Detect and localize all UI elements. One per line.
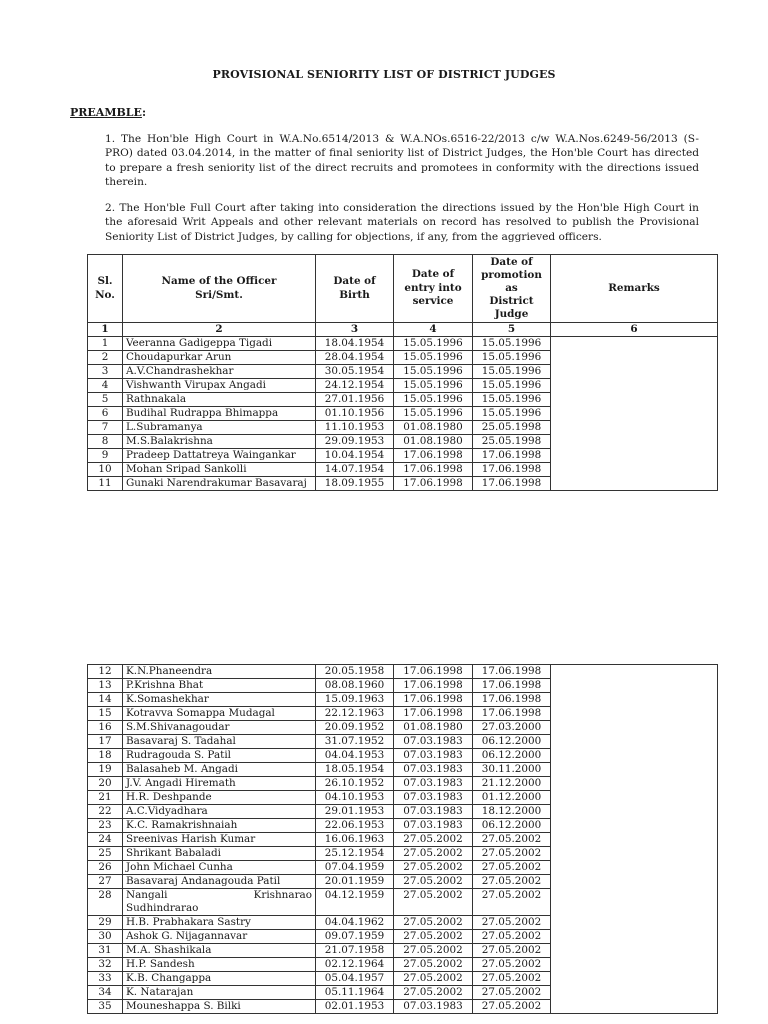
date-of-birth-cell: 24.12.1954 <box>316 379 394 393</box>
sl-no-cell: 28 <box>88 889 123 916</box>
column-number: 3 <box>316 323 394 337</box>
officer-name-cell: Veeranna Gadigeppa Tigadi <box>123 337 316 351</box>
officer-name-cell: K.C. Ramakrishnaiah <box>123 819 316 833</box>
column-number: 5 <box>473 323 551 337</box>
sl-no-cell: 32 <box>88 958 123 972</box>
date-of-entry-cell: 07.03.1983 <box>394 805 473 819</box>
column-number: 2 <box>123 323 316 337</box>
date-of-promotion-cell: 27.05.2002 <box>473 889 551 916</box>
date-of-entry-cell: 07.03.1983 <box>394 735 473 749</box>
officer-name-cell: K.B. Changappa <box>123 972 316 986</box>
date-of-birth-cell: 05.11.1964 <box>316 986 394 1000</box>
date-of-birth-cell: 10.04.1954 <box>316 449 394 463</box>
date-of-birth-cell: 04.04.1953 <box>316 749 394 763</box>
table-header-row <box>88 255 718 323</box>
date-of-promotion-cell: 06.12.2000 <box>473 819 551 833</box>
date-of-promotion-cell: 27.05.2002 <box>473 958 551 972</box>
date-of-promotion-cell: 17.06.1998 <box>473 707 551 721</box>
column-number-row <box>88 323 718 337</box>
preamble-colon: : <box>141 106 146 119</box>
date-of-promotion-cell: 27.05.2002 <box>473 972 551 986</box>
officer-name-cell: L.Subramanya <box>123 421 316 435</box>
officer-name-cell: Rathnakala <box>123 393 316 407</box>
preamble-paragraph-1: 1. The Hon'ble High Court in W.A.No.6514/2013 & W.A.NOs.6516-22/2013 c/w W.A.Nos.6249-56/2013 (S-PRO) dated 03.04.2014, in the matter of final seniority list of District Judges, the Hon'ble Court has directed to prepare a fresh seniority list of the direct recruits and promotees in conformity with the directions issued therein. <box>105 133 699 188</box>
sl-no-cell: 25 <box>88 847 123 861</box>
date-of-promotion-cell: 27.05.2002 <box>473 930 551 944</box>
preamble-label: PREAMBLE <box>70 106 142 119</box>
date-of-entry-cell: 27.05.2002 <box>394 972 473 986</box>
seniority-table-page-2 <box>87 664 718 1014</box>
date-of-entry-cell: 27.05.2002 <box>394 861 473 875</box>
date-of-birth-cell: 02.12.1964 <box>316 958 394 972</box>
date-of-promotion-cell: 06.12.2000 <box>473 735 551 749</box>
date-of-entry-cell: 15.05.1996 <box>394 365 473 379</box>
date-of-entry-cell: 07.03.1983 <box>394 749 473 763</box>
date-of-entry-cell: 17.06.1998 <box>394 665 473 679</box>
sl-no-cell: 26 <box>88 861 123 875</box>
officer-name-cell: Rudragouda S. Patil <box>123 749 316 763</box>
column-number: 4 <box>394 323 473 337</box>
sl-no-cell: 6 <box>88 407 123 421</box>
officer-name-cell: Mohan Sripad Sankolli <box>123 463 316 477</box>
date-of-entry-cell: 27.05.2002 <box>394 958 473 972</box>
date-of-promotion-cell: 27.05.2002 <box>473 916 551 930</box>
date-of-birth-cell: 09.07.1959 <box>316 930 394 944</box>
officer-name-cell: P.Krishna Bhat <box>123 679 316 693</box>
header-sl-no: Sl. No. <box>88 255 123 323</box>
date-of-birth-cell: 16.06.1963 <box>316 833 394 847</box>
date-of-entry-cell: 15.05.1996 <box>394 351 473 365</box>
date-of-birth-cell: 26.10.1952 <box>316 777 394 791</box>
sl-no-cell: 20 <box>88 777 123 791</box>
date-of-promotion-cell: 15.05.1996 <box>473 365 551 379</box>
header-date-of-entry: Date of entry into service <box>394 255 473 323</box>
column-number: 6 <box>551 323 718 337</box>
date-of-entry-cell: 15.05.1996 <box>394 337 473 351</box>
officer-name-cell: Gunaki Narendrakumar Basavaraj <box>123 477 316 491</box>
date-of-promotion-cell: 17.06.1998 <box>473 449 551 463</box>
preamble-heading <box>70 106 146 119</box>
date-of-birth-cell: 29.09.1953 <box>316 435 394 449</box>
date-of-promotion-cell: 25.05.1998 <box>473 435 551 449</box>
officer-name-cell: M.A. Shashikala <box>123 944 316 958</box>
date-of-entry-cell: 07.03.1983 <box>394 777 473 791</box>
header-officer-name: Name of the Officer Sri/Smt. <box>123 255 316 323</box>
date-of-birth-cell: 31.07.1952 <box>316 735 394 749</box>
date-of-entry-cell: 15.05.1996 <box>394 379 473 393</box>
date-of-promotion-cell: 06.12.2000 <box>473 749 551 763</box>
sl-no-cell: 7 <box>88 421 123 435</box>
officer-name-cell: A.V.Chandrashekhar <box>123 365 316 379</box>
sl-no-cell: 34 <box>88 986 123 1000</box>
date-of-promotion-cell: 27.05.2002 <box>473 847 551 861</box>
date-of-birth-cell: 01.10.1956 <box>316 407 394 421</box>
date-of-birth-cell: 04.12.1959 <box>316 889 394 916</box>
date-of-entry-cell: 27.05.2002 <box>394 889 473 916</box>
officer-name-cell: Vishwanth Virupax Angadi <box>123 379 316 393</box>
sl-no-cell: 17 <box>88 735 123 749</box>
sl-no-cell: 21 <box>88 791 123 805</box>
date-of-birth-cell: 30.05.1954 <box>316 365 394 379</box>
date-of-entry-cell: 01.08.1980 <box>394 435 473 449</box>
sl-no-cell: 15 <box>88 707 123 721</box>
sl-no-cell: 5 <box>88 393 123 407</box>
sl-no-cell: 3 <box>88 365 123 379</box>
date-of-birth-cell: 05.04.1957 <box>316 972 394 986</box>
officer-name-cell: Choudapurkar Arun <box>123 351 316 365</box>
date-of-entry-cell: 17.06.1998 <box>394 477 473 491</box>
sl-no-cell: 4 <box>88 379 123 393</box>
table-row <box>88 337 718 351</box>
officer-name-cell: Shrikant Babaladi <box>123 847 316 861</box>
sl-no-cell: 18 <box>88 749 123 763</box>
officer-name-cell: Mouneshappa S. Bilki <box>123 1000 316 1014</box>
date-of-birth-cell: 20.09.1952 <box>316 721 394 735</box>
date-of-birth-cell: 08.08.1960 <box>316 679 394 693</box>
officer-name-cell: S.M.Shivanagoudar <box>123 721 316 735</box>
date-of-entry-cell: 15.05.1996 <box>394 393 473 407</box>
date-of-entry-cell: 27.05.2002 <box>394 916 473 930</box>
sl-no-cell: 22 <box>88 805 123 819</box>
date-of-birth-cell: 15.09.1963 <box>316 693 394 707</box>
date-of-entry-cell: 27.05.2002 <box>394 847 473 861</box>
date-of-promotion-cell: 27.05.2002 <box>473 1000 551 1014</box>
date-of-promotion-cell: 27.05.2002 <box>473 986 551 1000</box>
date-of-promotion-cell: 17.06.1998 <box>473 679 551 693</box>
date-of-birth-cell: 22.12.1963 <box>316 707 394 721</box>
date-of-birth-cell: 02.01.1953 <box>316 1000 394 1014</box>
sl-no-cell: 35 <box>88 1000 123 1014</box>
date-of-promotion-cell: 15.05.1996 <box>473 337 551 351</box>
date-of-birth-cell: 18.04.1954 <box>316 337 394 351</box>
sl-no-cell: 29 <box>88 916 123 930</box>
date-of-promotion-cell: 15.05.1996 <box>473 351 551 365</box>
date-of-entry-cell: 27.05.2002 <box>394 944 473 958</box>
date-of-birth-cell: 04.10.1953 <box>316 791 394 805</box>
date-of-birth-cell: 20.01.1959 <box>316 875 394 889</box>
name-part: Krishnarao <box>253 889 312 901</box>
sl-no-cell: 11 <box>88 477 123 491</box>
officer-name-cell: M.S.Balakrishna <box>123 435 316 449</box>
remarks-cell <box>551 337 718 491</box>
officer-name-cell: Basavaraj S. Tadahal <box>123 735 316 749</box>
date-of-promotion-cell: 01.12.2000 <box>473 791 551 805</box>
date-of-birth-cell: 04.04.1962 <box>316 916 394 930</box>
sl-no-cell: 19 <box>88 763 123 777</box>
officer-name-cell: Pradeep Dattatreya Waingankar <box>123 449 316 463</box>
sl-no-cell: 27 <box>88 875 123 889</box>
date-of-promotion-cell: 27.03.2000 <box>473 721 551 735</box>
header-remarks: Remarks <box>551 255 718 323</box>
date-of-promotion-cell: 15.05.1996 <box>473 407 551 421</box>
date-of-birth-cell: 21.07.1958 <box>316 944 394 958</box>
date-of-entry-cell: 15.05.1996 <box>394 407 473 421</box>
preamble-paragraph-2: 2. The Hon'ble Full Court after taking into consideration the directions issued by the Hon'ble High Court in the aforesaid Writ Appeals and other relevant materials on record has resolved to publish the Provisional Seniority List of District Judges, by calling for objections, if any, from the aggrieved officers. <box>105 202 699 243</box>
date-of-birth-cell: 29.01.1953 <box>316 805 394 819</box>
date-of-birth-cell: 22.06.1953 <box>316 819 394 833</box>
sl-no-cell: 10 <box>88 463 123 477</box>
date-of-promotion-cell: 17.06.1998 <box>473 463 551 477</box>
date-of-entry-cell: 01.08.1980 <box>394 421 473 435</box>
date-of-birth-cell: 27.01.1956 <box>316 393 394 407</box>
date-of-birth-cell: 07.04.1959 <box>316 861 394 875</box>
officer-name-cell: Kotravva Somappa Mudagal <box>123 707 316 721</box>
date-of-entry-cell: 17.06.1998 <box>394 463 473 477</box>
date-of-entry-cell: 07.03.1983 <box>394 763 473 777</box>
date-of-promotion-cell: 17.06.1998 <box>473 477 551 491</box>
officer-name-cell: H.B. Prabhakara Sastry <box>123 916 316 930</box>
date-of-promotion-cell: 21.12.2000 <box>473 777 551 791</box>
date-of-promotion-cell: 17.06.1998 <box>473 665 551 679</box>
date-of-promotion-cell: 17.06.1998 <box>473 693 551 707</box>
remarks-cell <box>551 665 718 1014</box>
date-of-birth-cell: 11.10.1953 <box>316 421 394 435</box>
seniority-table-page-1 <box>87 254 718 491</box>
date-of-birth-cell: 25.12.1954 <box>316 847 394 861</box>
document-title: PROVISIONAL SENIORITY LIST OF DISTRICT JUDGES <box>212 68 556 81</box>
sl-no-cell: 9 <box>88 449 123 463</box>
sl-no-cell: 12 <box>88 665 123 679</box>
sl-no-cell: 31 <box>88 944 123 958</box>
date-of-entry-cell: 17.06.1998 <box>394 679 473 693</box>
sl-no-cell: 24 <box>88 833 123 847</box>
officer-name-cell: John Michael Cunha <box>123 861 316 875</box>
sl-no-cell: 14 <box>88 693 123 707</box>
date-of-promotion-cell: 15.05.1996 <box>473 393 551 407</box>
officer-name-cell: K.Somashekhar <box>123 693 316 707</box>
officer-name-cell: Sreenivas Harish Kumar <box>123 833 316 847</box>
date-of-entry-cell: 27.05.2002 <box>394 986 473 1000</box>
sl-no-cell: 13 <box>88 679 123 693</box>
date-of-promotion-cell: 27.05.2002 <box>473 861 551 875</box>
officer-name-cell: H.R. Deshpande <box>123 791 316 805</box>
sl-no-cell: 33 <box>88 972 123 986</box>
sl-no-cell: 30 <box>88 930 123 944</box>
officer-name-cell: K.N.Phaneendra <box>123 665 316 679</box>
date-of-entry-cell: 27.05.2002 <box>394 833 473 847</box>
date-of-promotion-cell: 27.05.2002 <box>473 833 551 847</box>
date-of-entry-cell: 01.08.1980 <box>394 721 473 735</box>
date-of-entry-cell: 17.06.1998 <box>394 693 473 707</box>
date-of-entry-cell: 07.03.1983 <box>394 819 473 833</box>
officer-name-cell: Ashok G. Nijagannavar <box>123 930 316 944</box>
name-part: Sudhindrarao <box>126 902 199 914</box>
date-of-promotion-cell: 27.05.2002 <box>473 875 551 889</box>
date-of-entry-cell: 27.05.2002 <box>394 930 473 944</box>
date-of-entry-cell: 17.06.1998 <box>394 449 473 463</box>
date-of-birth-cell: 14.07.1954 <box>316 463 394 477</box>
officer-name-cell: Basavaraj Andanagouda Patil <box>123 875 316 889</box>
header-date-of-promotion: Date of promotion as District Judge <box>473 255 551 323</box>
date-of-promotion-cell: 27.05.2002 <box>473 944 551 958</box>
table-row <box>88 665 718 679</box>
date-of-entry-cell: 07.03.1983 <box>394 791 473 805</box>
date-of-promotion-cell: 30.11.2000 <box>473 763 551 777</box>
date-of-birth-cell: 18.05.1954 <box>316 763 394 777</box>
date-of-entry-cell: 17.06.1998 <box>394 707 473 721</box>
officer-name-cell: J.V. Angadi Hiremath <box>123 777 316 791</box>
column-number: 1 <box>88 323 123 337</box>
officer-name-cell: K. Natarajan <box>123 986 316 1000</box>
sl-no-cell: 1 <box>88 337 123 351</box>
sl-no-cell: 2 <box>88 351 123 365</box>
sl-no-cell: 23 <box>88 819 123 833</box>
date-of-birth-cell: 28.04.1954 <box>316 351 394 365</box>
sl-no-cell: 16 <box>88 721 123 735</box>
date-of-entry-cell: 27.05.2002 <box>394 875 473 889</box>
name-part: Nangali <box>126 889 168 901</box>
date-of-promotion-cell: 15.05.1996 <box>473 379 551 393</box>
officer-name-cell: Budihal Rudrappa Bhimappa <box>123 407 316 421</box>
date-of-promotion-cell: 25.05.1998 <box>473 421 551 435</box>
date-of-birth-cell: 20.05.1958 <box>316 665 394 679</box>
officer-name-cell: H.P. Sandesh <box>123 958 316 972</box>
header-date-of-birth: Date of Birth <box>316 255 394 323</box>
date-of-promotion-cell: 18.12.2000 <box>473 805 551 819</box>
officer-name-cell <box>123 889 316 916</box>
sl-no-cell: 8 <box>88 435 123 449</box>
officer-name-cell: A.C.Vidyadhara <box>123 805 316 819</box>
officer-name-cell: Balasaheb M. Angadi <box>123 763 316 777</box>
date-of-entry-cell: 07.03.1983 <box>394 1000 473 1014</box>
date-of-birth-cell: 18.09.1955 <box>316 477 394 491</box>
